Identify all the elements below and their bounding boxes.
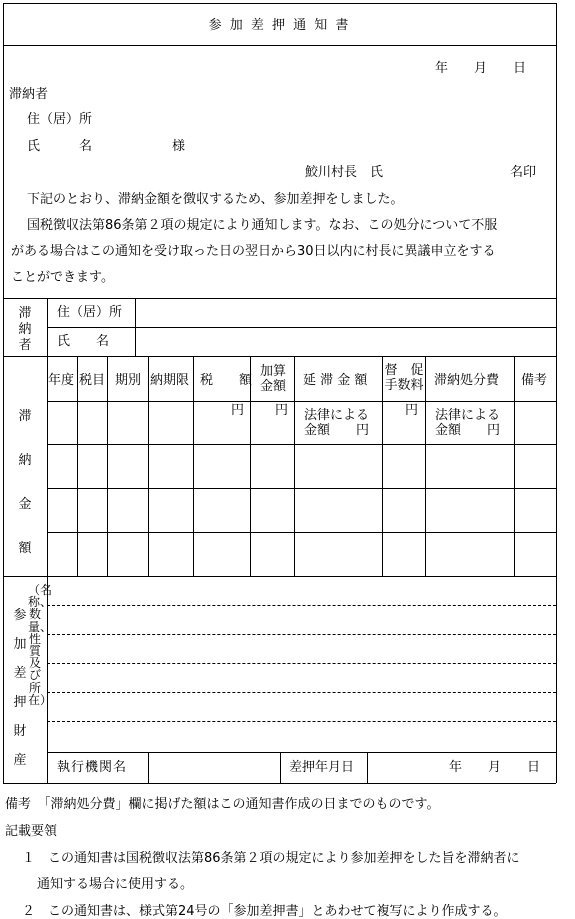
seizure-date-label: 差押年月日	[289, 760, 355, 775]
remark-note: 備考 「滞納処分費」欄に掲げた額はこの通知書作成の日までのものです。	[5, 797, 440, 812]
notes-item-1-line-1: １ この通知書は国税徴収法第86条第２項の規定により参加差押をした旨を滞納者に	[22, 851, 520, 866]
header-delinquency: 延 滞 金 額	[303, 373, 368, 388]
addressee-sama: 様	[172, 139, 186, 154]
header-tax-item: 税目	[79, 373, 106, 388]
body-line-2: 国税徴収法第86条第２項の規定により通知します。なお、この処分について不服	[27, 218, 498, 233]
header-remarks: 備考	[521, 373, 548, 388]
notes-item-1-line-2: 通知する場合に使用する。	[37, 877, 194, 892]
addressee-heading: 滞納者	[9, 87, 49, 102]
taxpayer-address-label: 住（居）所	[57, 305, 123, 320]
taxpayer-name-label: 氏 名	[57, 334, 110, 349]
header-surcharge: 加算金額	[259, 364, 286, 394]
header-period: 期別	[115, 373, 142, 388]
notes-heading: 記載要領	[5, 824, 58, 839]
header-disposal: 滞納処分費	[434, 373, 500, 388]
issue-date: 年 月 日	[435, 61, 527, 76]
sender-name: 鮫川村長 氏	[305, 165, 384, 180]
delinquency-note: 法律による金額 円	[304, 408, 370, 438]
notes-item-2: ２ この通知書は、様式第24号の「参加差押書」とあわせて複写により作成する。	[22, 904, 507, 919]
body-line-4: ことができます。	[11, 270, 114, 285]
fee-unit: 円	[405, 403, 419, 418]
amount-section-label: 滞納金額	[18, 409, 32, 556]
property-section-label: 参加差押財産	[13, 608, 27, 768]
addressee-name-label: 氏 名	[27, 139, 93, 154]
surcharge-unit: 円	[275, 403, 289, 418]
document-title: 参 加 差 押 通 知 書	[208, 18, 351, 33]
disposal-note: 法律による金額 円	[435, 408, 501, 438]
seizure-date-value: 年 月 日	[449, 760, 541, 775]
tax-amount-unit: 円	[231, 403, 245, 418]
taxpayer-section-label: 滞納者	[18, 306, 32, 353]
header-tax-amount: 税 額	[200, 373, 253, 388]
header-due: 納期限	[150, 373, 190, 388]
body-line-1: 下記のとおり、滞納金額を徴収するため、参加差押をしました。	[27, 192, 404, 207]
agency-label: 執行機関名	[57, 760, 128, 775]
header-fee: 督 促手数料	[384, 363, 424, 393]
property-section-sublabel: （名称、数量、性質及び所在）	[28, 583, 53, 707]
body-line-3: がある場合はこの通知を受け取った日の翌日から30日以内に村長に異議申立をする	[11, 244, 496, 259]
addressee-address-label: 住（居）所	[27, 112, 93, 127]
header-year: 年度	[48, 373, 75, 388]
sender-seal: 名印	[510, 165, 537, 180]
